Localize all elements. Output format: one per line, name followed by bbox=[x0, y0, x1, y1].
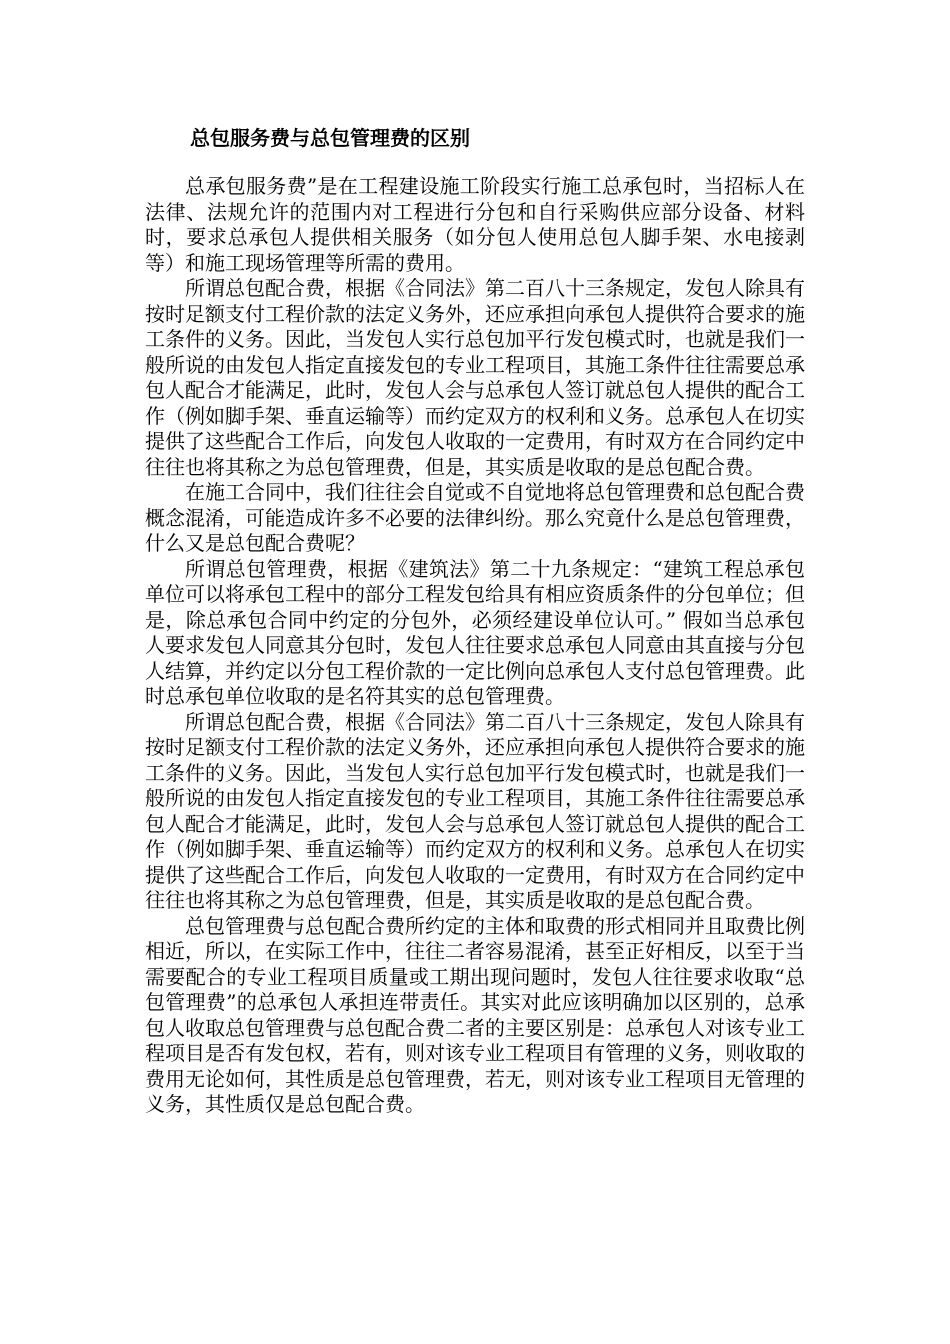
paragraph-service-fee-definition: 总承包服务费”是在工程建设施工阶段实行施工总承包时，当招标人在法律、法规允许的范围内对工程进行分包和自行采购供应部分设备、材料时，要求总承包人提供相关服务（如分包人使用总包人脚手架、水电接剥等）和施工现场管理等所需的费用。 bbox=[145, 174, 805, 275]
paragraph-management-fee: 所谓总包管理费，根据《建筑法》第二十九条规定：“建筑工程总承包单位可以将承包工程中的部分工程发包给具有相应资质条件的分包单位；但是，除总承包合同中约定的分包外，必须经建设单位认可。” 假如当总承包人要求发包人同意其分包时，发包人往往要求总承包人同意由其直接与分包人结算，并约定以分包工程价款的一定比例向总承包人支付总包管理费。此时总承包单位收取的是名符其实的总包管理费。 bbox=[145, 556, 805, 708]
paragraph-concept-confusion: 在施工合同中，我们往往会自觉或不自觉地将总包管理费和总包配合费概念混淆，可能造成许多不必要的法律纠纷。那么究竟什么是总包管理费，什么又是总包配合费呢？ bbox=[145, 480, 805, 555]
document-title: 总包服务费与总包管理费的区别 bbox=[190, 126, 470, 150]
paragraph-coordination-fee-1: 所谓总包配合费，根据《合同法》第二百八十三条规定，发包人除具有按时足额支付工程价款的法定义务外，还应承担向承包人提供符合要求的施工条件的义务。因此，当发包人实行总包加平行发包模式时，也就是我们一般所说的由发包人指定直接发包的专业工程项目，其施工条件往往需要总承包人配合才能满足，此时，发包人会与总承包人签订就总包人提供的配合工作（例如脚手架、垂直运输等）而约定双方的权利和义务。总承包人在切实提供了这些配合工作后，向发包人收取的一定费用，有时双方在合同约定中往往也将其称之为总包管理费，但是，其实质是收取的是总包配合费。 bbox=[145, 276, 805, 479]
paragraph-coordination-fee-2: 所谓总包配合费，根据《合同法》第二百八十三条规定，发包人除具有按时足额支付工程价款的法定义务外，还应承担向承包人提供符合要求的施工条件的义务。因此，当发包人实行总包加平行发包模式时，也就是我们一般所说的由发包人指定直接发包的专业工程项目，其施工条件往往需要总承包人配合才能满足，此时，发包人会与总承包人签订就总包人提供的配合工作（例如脚手架、垂直运输等）而约定双方的权利和义务。总承包人在切实提供了这些配合工作后，向发包人收取的一定费用，有时双方在合同约定中往往也将其称之为总包管理费，但是，其实质是收取的是总包配合费。 bbox=[145, 709, 805, 912]
document-body bbox=[145, 174, 805, 1118]
paragraph-key-difference: 总包管理费与总包配合费所约定的主体和取费的形式相同并且取费比例相近，所以，在实际工作中，往往二者容易混淆，甚至正好相反，以至于当需要配合的专业工程项目质量或工期出现问题时，发包人往往要求收取“总包管理费”的总承包人承担连带责任。其实对此应该明确加以区别的，总承包人收取总包管理费与总包配合费二者的主要区别是：总承包人对该专业工程项目是否有发包权，若有，则对该专业工程项目有管理的义务，则收取的费用无论如何，其性质是总包管理费，若无，则对该专业工程项目无管理的义务，其性质仅是总包配合费。 bbox=[145, 913, 805, 1116]
